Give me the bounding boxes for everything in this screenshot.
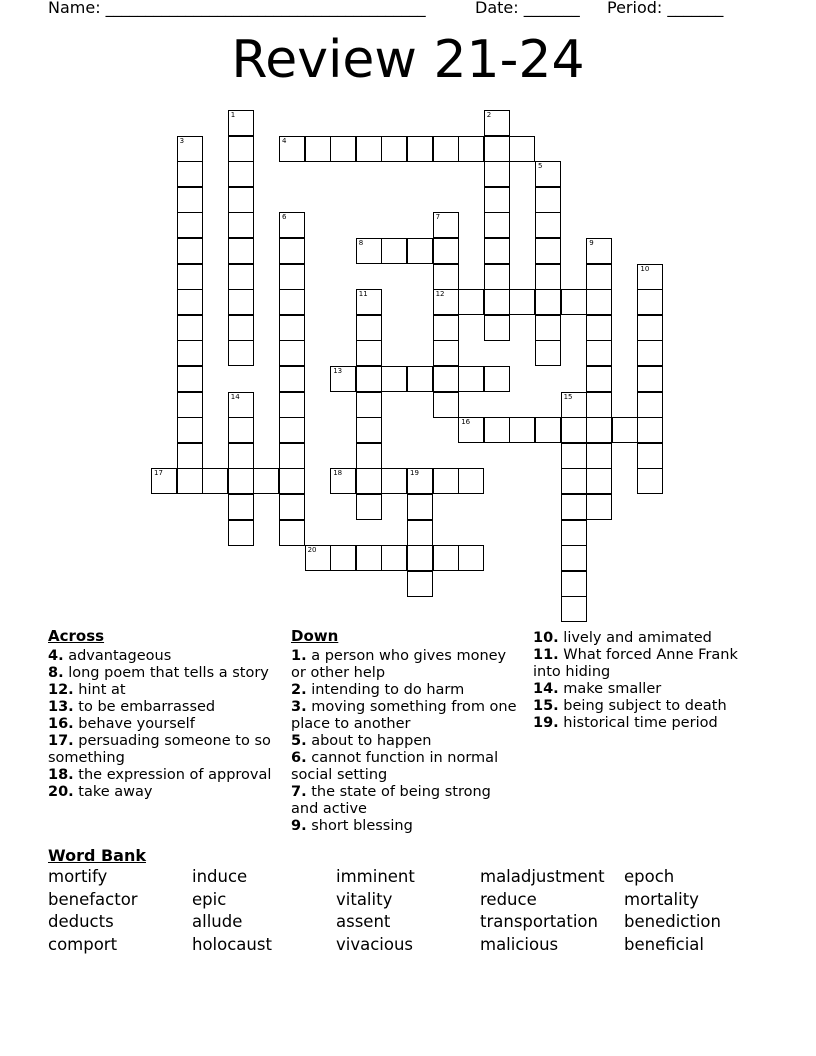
clue-number-label: 3. <box>291 699 307 715</box>
grid-cell[interactable] <box>228 494 254 520</box>
grid-cell[interactable] <box>330 136 356 162</box>
clue-number-label: 20. <box>48 784 74 800</box>
clue-number-label: 15. <box>533 698 559 714</box>
grid-cell[interactable] <box>356 366 382 392</box>
grid-cell[interactable] <box>586 366 612 392</box>
grid-cell[interactable] <box>356 289 382 315</box>
grid-cell[interactable] <box>535 264 561 290</box>
grid-cell[interactable] <box>561 468 587 494</box>
grid-cell[interactable] <box>561 545 587 571</box>
grid-cell[interactable] <box>177 136 203 162</box>
grid-cell[interactable] <box>637 264 663 290</box>
grid-cell[interactable] <box>356 468 382 494</box>
grid-cell[interactable] <box>356 494 382 520</box>
grid-cell[interactable] <box>228 187 254 213</box>
grid-cell[interactable] <box>330 366 356 392</box>
clue-number-label: 9. <box>291 818 307 834</box>
down-clue <box>291 682 521 699</box>
grid-cell[interactable] <box>433 289 459 315</box>
grid-cell[interactable] <box>279 238 305 264</box>
grid-cell[interactable] <box>177 264 203 290</box>
clue-number: 7 <box>435 213 441 222</box>
date-field-label: Date: _______ <box>475 0 580 17</box>
word-bank-word: epic <box>192 889 227 909</box>
clue-number: 17 <box>154 469 163 478</box>
clue-number: 6 <box>282 213 287 222</box>
grid-cell[interactable] <box>535 340 561 366</box>
grid-cell[interactable] <box>177 187 203 213</box>
grid-cell[interactable] <box>433 392 459 418</box>
clue-number: 1 <box>230 111 236 119</box>
grid-cell[interactable] <box>279 443 305 469</box>
across-clue <box>48 784 280 801</box>
grid-cell[interactable] <box>586 392 612 418</box>
grid-cell[interactable] <box>637 366 663 392</box>
down-clues <box>291 628 521 835</box>
grid-cell[interactable] <box>561 571 587 597</box>
grid-cell[interactable] <box>279 494 305 520</box>
clue-number: 12 <box>435 290 445 299</box>
word-bank-word: assent <box>336 912 391 932</box>
down-clue <box>291 784 521 818</box>
clue-number-label: 6. <box>291 750 307 766</box>
clue-number-label: 4. <box>48 648 64 664</box>
grid-cell[interactable] <box>458 468 484 494</box>
clue-number-label: 7. <box>291 784 307 800</box>
word-bank-word: imminent <box>336 867 415 886</box>
clue-text: What forced Anne Frank into hiding <box>533 647 738 680</box>
clue-number-label: 13. <box>48 699 74 715</box>
word-bank-word: reduce <box>480 889 537 909</box>
grid-cell[interactable] <box>535 212 561 238</box>
word-bank-word: allude <box>192 912 243 932</box>
grid-cell[interactable] <box>535 417 561 443</box>
grid-cell[interactable] <box>356 238 382 264</box>
grid-cell[interactable] <box>407 238 433 264</box>
grid-cell[interactable] <box>151 468 177 494</box>
grid-cell[interactable] <box>381 468 407 494</box>
grid-cell[interactable] <box>458 417 484 443</box>
word-bank-word: mortify <box>48 867 108 886</box>
grid-cell[interactable] <box>535 289 561 315</box>
clue-text: being subject to death <box>558 698 727 714</box>
grid-cell[interactable] <box>330 468 356 494</box>
word-bank-word: vivacious <box>336 934 414 954</box>
clue-number: 19 <box>410 469 419 478</box>
grid-cell[interactable] <box>637 468 663 494</box>
grid-cell[interactable] <box>561 289 587 315</box>
grid-cell[interactable] <box>356 392 382 418</box>
clue-number: 4 <box>282 136 287 145</box>
grid-cell[interactable] <box>407 571 433 597</box>
across-clue <box>48 716 280 733</box>
down-clues-continued <box>533 630 763 732</box>
down-heading: Down <box>291 627 339 645</box>
down-clue <box>533 715 763 732</box>
grid-cell[interactable] <box>228 468 254 494</box>
grid-cell[interactable] <box>305 136 331 162</box>
clue-number-label: 8. <box>48 665 64 681</box>
clue-number-label: 1. <box>291 648 307 664</box>
grid-cell[interactable] <box>484 136 510 162</box>
grid-cell[interactable] <box>228 264 254 290</box>
clue-number-label: 14. <box>533 681 559 697</box>
grid-cell[interactable] <box>356 136 382 162</box>
clue-text: short blessing <box>306 818 413 834</box>
grid-cell[interactable] <box>586 238 612 264</box>
word-bank-word: induce <box>192 867 248 886</box>
grid-cell[interactable] <box>407 468 433 494</box>
grid-cell[interactable] <box>586 443 612 469</box>
grid-cell[interactable] <box>407 545 433 571</box>
grid-cell[interactable] <box>228 392 254 418</box>
grid-cell[interactable] <box>407 366 433 392</box>
grid-cell[interactable] <box>433 212 459 238</box>
grid-cell[interactable] <box>637 289 663 315</box>
grid-cell[interactable] <box>458 366 484 392</box>
grid-cell[interactable] <box>561 494 587 520</box>
grid-cell[interactable] <box>279 212 305 238</box>
clue-number-label: 19. <box>533 715 559 731</box>
grid-cell[interactable] <box>407 520 433 546</box>
grid-cell[interactable] <box>177 443 203 469</box>
grid-cell[interactable] <box>637 340 663 366</box>
down-clue <box>533 681 763 698</box>
clue-text: advantageous <box>63 648 172 664</box>
grid-cell[interactable] <box>228 443 254 469</box>
grid-cell[interactable] <box>433 340 459 366</box>
grid-cell[interactable] <box>279 366 305 392</box>
down-clue <box>533 630 763 647</box>
clue-number: 20 <box>307 546 317 555</box>
clue-number-label: 10. <box>533 630 559 646</box>
clue-number: 9 <box>589 239 594 247</box>
grid-cell[interactable] <box>305 545 331 571</box>
grid-cell[interactable] <box>407 494 433 520</box>
across-clues <box>48 628 280 801</box>
grid-cell[interactable] <box>484 417 510 443</box>
grid-cell[interactable] <box>535 238 561 264</box>
clue-text: long poem that tells a story <box>63 665 269 681</box>
grid-cell[interactable] <box>279 289 305 315</box>
grid-cell[interactable] <box>535 161 561 187</box>
grid-cell[interactable] <box>484 187 510 213</box>
word-bank-word: deducts <box>48 912 114 932</box>
grid-cell[interactable] <box>356 443 382 469</box>
down-clue <box>291 699 521 733</box>
grid-cell[interactable] <box>177 315 203 341</box>
word-bank-word: benediction <box>624 912 721 932</box>
across-clue <box>48 665 280 682</box>
grid-cell[interactable] <box>279 136 305 162</box>
grid-cell[interactable] <box>279 417 305 443</box>
grid-cell[interactable] <box>612 417 638 443</box>
grid-cell[interactable] <box>330 545 356 571</box>
word-bank-word: malicious <box>480 934 559 954</box>
down-clue <box>291 733 521 750</box>
grid-cell[interactable] <box>177 212 203 238</box>
grid-cell[interactable] <box>228 315 254 341</box>
across-clue <box>48 682 280 699</box>
grid-cell[interactable] <box>458 136 484 162</box>
grid-cell[interactable] <box>381 136 407 162</box>
clue-number: 18 <box>333 469 343 478</box>
grid-cell[interactable] <box>561 596 587 622</box>
grid-cell[interactable] <box>484 289 510 315</box>
across-clue <box>48 699 280 716</box>
clue-number-label: 18. <box>48 767 74 783</box>
grid-cell[interactable] <box>356 545 382 571</box>
word-bank-heading: Word Bank <box>48 846 147 865</box>
clue-text: historical time period <box>558 715 718 731</box>
grid-cell[interactable] <box>228 238 254 264</box>
word-bank-word: transportation <box>480 912 598 932</box>
clue-text: intending to do harm <box>306 682 465 698</box>
word-bank-word: epoch <box>624 867 675 886</box>
grid-cell[interactable] <box>433 468 459 494</box>
word-bank-word: mortality <box>624 889 699 909</box>
grid-cell[interactable] <box>433 366 459 392</box>
grid-cell[interactable] <box>484 161 510 187</box>
grid-cell[interactable] <box>228 340 254 366</box>
word-bank-word: maladjustment <box>480 867 605 886</box>
across-clue <box>48 767 280 784</box>
grid-cell[interactable] <box>433 136 459 162</box>
grid-cell[interactable] <box>228 212 254 238</box>
grid-cell[interactable] <box>484 212 510 238</box>
grid-cell[interactable] <box>433 238 459 264</box>
grid-cell[interactable] <box>356 315 382 341</box>
grid-cell[interactable] <box>561 520 587 546</box>
grid-cell[interactable] <box>228 520 254 546</box>
grid-cell[interactable] <box>279 392 305 418</box>
clue-text: a person who gives money or other help <box>291 648 507 681</box>
clue-number-label: 2. <box>291 682 307 698</box>
name-field-label: Name: ________________________________________ <box>48 0 426 17</box>
clue-number: 10 <box>640 264 650 273</box>
clue-number: 2 <box>486 111 492 119</box>
clue-number: 5 <box>538 162 543 171</box>
word-bank-word: benefactor <box>48 889 138 909</box>
clue-text: moving something from one place to another <box>291 699 517 732</box>
clue-number-label: 5. <box>291 733 307 749</box>
clue-text: take away <box>73 784 153 800</box>
grid-cell[interactable] <box>458 545 484 571</box>
grid-cell[interactable] <box>637 443 663 469</box>
clue-number: 16 <box>461 418 471 427</box>
grid-cell[interactable] <box>228 136 254 162</box>
grid-cell[interactable] <box>561 392 587 418</box>
down-clue <box>533 698 763 715</box>
grid-cell[interactable] <box>356 340 382 366</box>
grid-cell[interactable] <box>484 238 510 264</box>
page-title: Review 21-24 <box>231 30 585 90</box>
clue-number: 3 <box>179 136 185 145</box>
clue-text: the expression of approval <box>73 767 272 783</box>
grid-cell[interactable] <box>177 238 203 264</box>
grid-cell[interactable] <box>458 289 484 315</box>
grid-cell[interactable] <box>253 468 279 494</box>
clue-text: about to happen <box>306 733 432 749</box>
grid-cell[interactable] <box>381 238 407 264</box>
clue-number-label: 16. <box>48 716 74 732</box>
grid-cell[interactable] <box>177 417 203 443</box>
period-field-label: Period: _______ <box>607 0 724 17</box>
grid-cell[interactable] <box>509 289 535 315</box>
grid-cell[interactable] <box>637 392 663 418</box>
grid-cell[interactable] <box>637 315 663 341</box>
down-clue <box>291 648 521 682</box>
grid-cell[interactable] <box>381 366 407 392</box>
across-clue <box>48 733 280 767</box>
grid-cell[interactable] <box>279 264 305 290</box>
clue-number: 13 <box>333 367 343 375</box>
grid-cell[interactable] <box>586 468 612 494</box>
clue-number-label: 11. <box>533 647 559 663</box>
grid-cell[interactable] <box>561 417 587 443</box>
across-heading: Across <box>48 627 105 645</box>
clue-text: behave yourself <box>73 716 195 732</box>
clue-text: persuading someone to so something <box>48 733 271 766</box>
clue-text: the state of being strong and active <box>291 784 491 817</box>
grid-cell[interactable] <box>586 315 612 341</box>
clue-number-label: 17. <box>48 733 74 749</box>
word-bank-word: beneficial <box>624 934 704 954</box>
clue-text: make smaller <box>558 681 662 697</box>
down-clue <box>533 647 763 681</box>
grid-cell[interactable] <box>228 110 254 136</box>
clue-number-label: 12. <box>48 682 74 698</box>
down-clue <box>291 818 521 835</box>
grid-cell[interactable] <box>561 443 587 469</box>
clue-text: cannot function in normal social setting <box>291 750 499 783</box>
grid-cell[interactable] <box>509 417 535 443</box>
grid-cell[interactable] <box>228 417 254 443</box>
grid-cell[interactable] <box>484 366 510 392</box>
grid-cell[interactable] <box>407 136 433 162</box>
grid-cell[interactable] <box>484 315 510 341</box>
grid-cell[interactable] <box>509 136 535 162</box>
clue-text: hint at <box>73 682 126 698</box>
clue-number: 14 <box>230 392 240 401</box>
grid-cell[interactable] <box>356 417 382 443</box>
grid-cell[interactable] <box>433 264 459 290</box>
down-clue <box>291 750 521 784</box>
grid-cell[interactable] <box>228 289 254 315</box>
word-bank-word: vitality <box>336 889 393 909</box>
grid-cell[interactable] <box>637 417 663 443</box>
grid-cell[interactable] <box>535 315 561 341</box>
across-clue <box>48 648 280 665</box>
clue-text: lively and amimated <box>558 630 712 646</box>
grid-cell[interactable] <box>279 315 305 341</box>
word-bank-word: comport <box>48 934 118 954</box>
grid-cell[interactable] <box>279 340 305 366</box>
grid-cell[interactable] <box>177 468 203 494</box>
grid-cell[interactable] <box>484 264 510 290</box>
grid-cell[interactable] <box>177 340 203 366</box>
clue-number: 11 <box>358 290 368 299</box>
grid-cell[interactable] <box>381 545 407 571</box>
grid-cell[interactable] <box>279 520 305 546</box>
grid-cell[interactable] <box>202 468 228 494</box>
grid-cell[interactable] <box>177 392 203 418</box>
grid-cell[interactable] <box>177 161 203 187</box>
grid-cell[interactable] <box>279 468 305 494</box>
grid-cell[interactable] <box>484 110 510 136</box>
clue-text: to be embarrassed <box>73 699 216 715</box>
word-bank-word: holocaust <box>192 934 272 954</box>
grid-cell[interactable] <box>177 289 203 315</box>
grid-cell[interactable] <box>177 366 203 392</box>
clue-number: 8 <box>358 239 364 247</box>
grid-cell[interactable] <box>586 494 612 520</box>
grid-cell[interactable] <box>586 264 612 290</box>
grid-cell[interactable] <box>433 545 459 571</box>
grid-cell[interactable] <box>586 289 612 315</box>
clue-number: 15 <box>563 392 573 401</box>
grid-cell[interactable] <box>433 315 459 341</box>
grid-cell[interactable] <box>586 340 612 366</box>
grid-cell[interactable] <box>586 417 612 443</box>
grid-cell[interactable] <box>535 187 561 213</box>
grid-cell[interactable] <box>228 161 254 187</box>
